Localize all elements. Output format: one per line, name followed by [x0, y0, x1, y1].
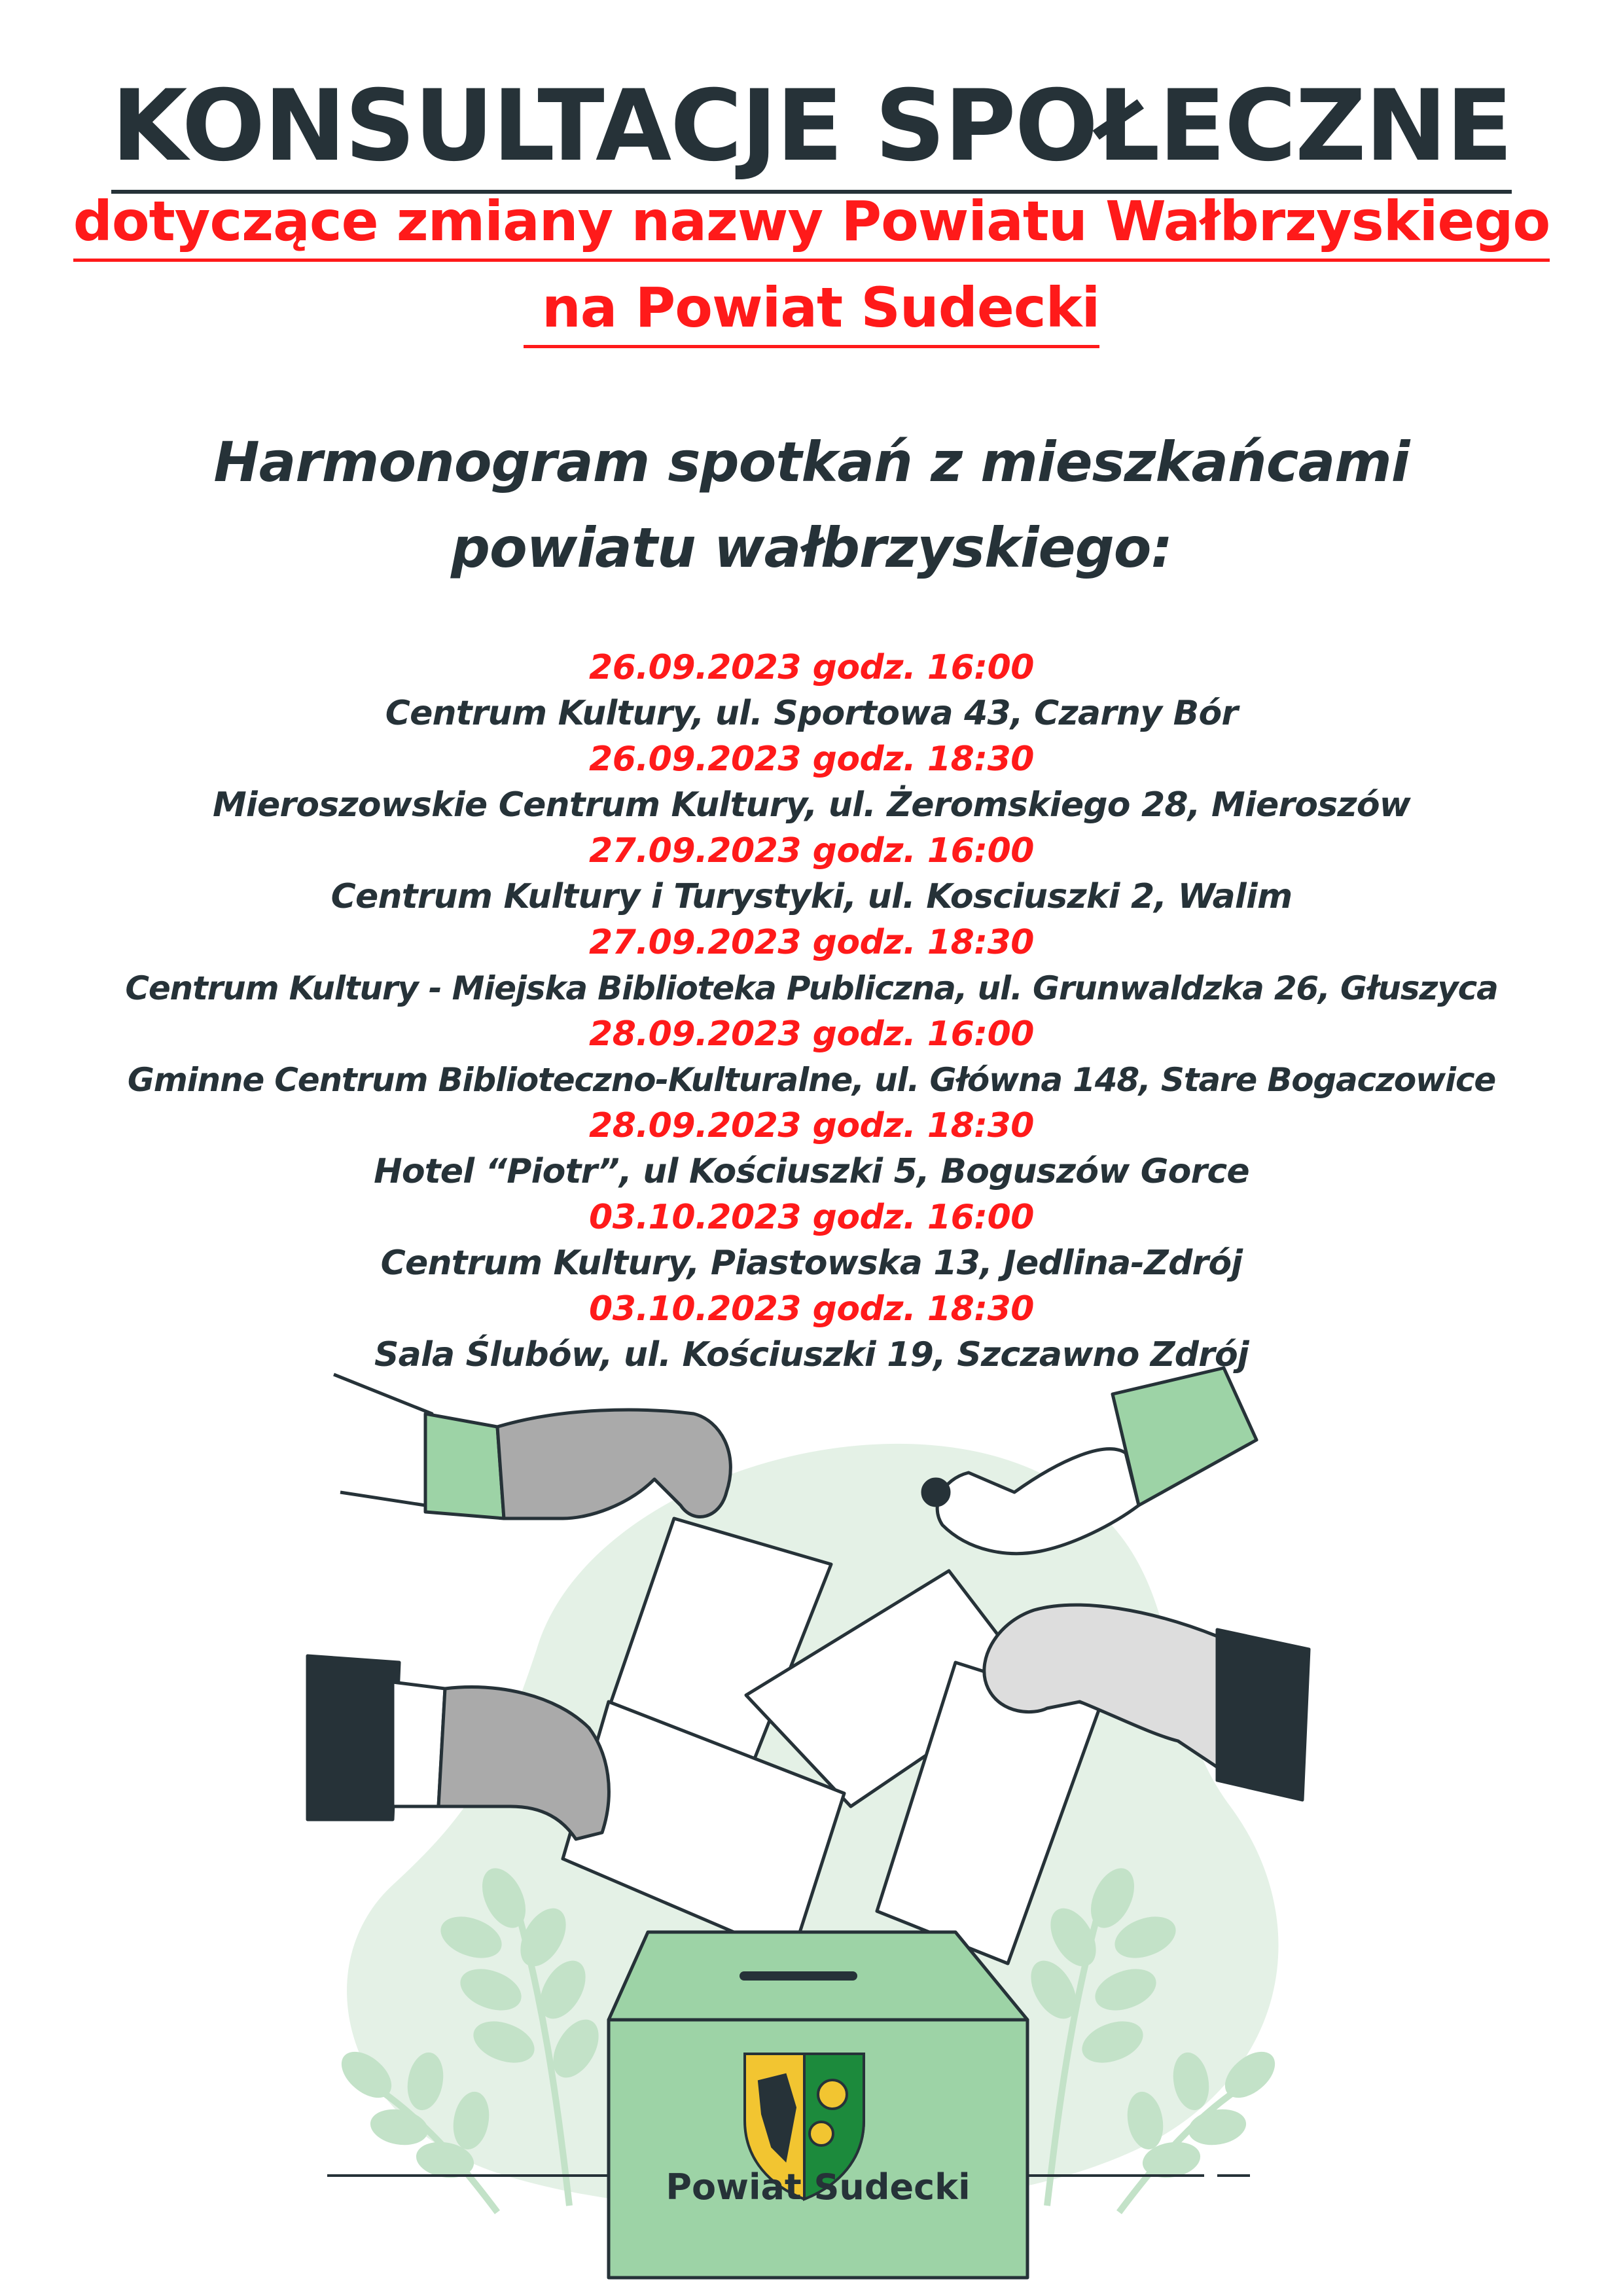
meeting-place: Mieroszowskie Centrum Kultury, ul. Żeromskiego 28, Mieroszów — [212, 785, 1411, 825]
schedule-heading-line-1: Harmonogram spotkań z mieszkańcami — [213, 430, 1410, 494]
subtitle-line-2 — [0, 276, 1623, 340]
meeting-item — [0, 1011, 1623, 1103]
page-title — [0, 69, 1623, 183]
meeting-schedule — [0, 645, 1623, 1378]
meeting-datetime: 27.09.2023 godz. 16:00 — [589, 831, 1034, 870]
page-title-text: KONSULTACJE SPOŁECZNE — [111, 69, 1512, 194]
meeting-datetime: 26.09.2023 godz. 16:00 — [589, 648, 1034, 687]
meeting-place: Sala Ślubów, ul. Kościuszki 19, Szczawno Zdrój — [374, 1335, 1249, 1374]
schedule-heading-line-2: powiatu wałbrzyskiego: — [450, 516, 1173, 580]
meeting-datetime: 28.09.2023 godz. 16:00 — [589, 1014, 1034, 1054]
meeting-place: Centrum Kultury, ul. Sportowa 43, Czarny Bór — [385, 694, 1238, 733]
meeting-item — [0, 736, 1623, 828]
meeting-place: Centrum Kultury i Turystyki, ul. Kosciuszki 2, Walim — [330, 877, 1293, 916]
meeting-datetime: 03.10.2023 godz. 16:00 — [589, 1198, 1034, 1237]
meeting-item — [0, 920, 1623, 1011]
meeting-item — [0, 645, 1623, 736]
subtitle-line-2-text: na Powiat Sudecki — [524, 276, 1100, 348]
meeting-item — [0, 828, 1623, 920]
meeting-datetime: 03.10.2023 godz. 18:30 — [589, 1289, 1034, 1329]
meeting-datetime: 26.09.2023 godz. 18:30 — [589, 740, 1034, 779]
meeting-datetime: 28.09.2023 godz. 18:30 — [589, 1106, 1034, 1145]
meeting-place: Centrum Kultury - Miejska Biblioteka Publiczna, ul. Grunwaldzka 26, Głuszyca — [125, 969, 1498, 1007]
meeting-item — [0, 1194, 1623, 1286]
hand-icon — [334, 1374, 730, 1518]
meeting-place: Gminne Centrum Biblioteczno-Kulturalne, ul. Główna 148, Stare Bogaczowice — [127, 1061, 1496, 1099]
meeting-datetime: 27.09.2023 godz. 18:30 — [589, 923, 1034, 962]
ballot-box-label: Powiat Sudecki — [666, 2166, 971, 2208]
voting-illustration — [0, 1361, 1623, 2296]
meeting-place: Centrum Kultury, Piastowska 13, Jedlina-Zdrój — [380, 1244, 1243, 1283]
subtitle-line-1-text: dotyczące zmiany nazwy Powiatu Wałbrzyskiego — [73, 189, 1550, 262]
meeting-item — [0, 1103, 1623, 1194]
meeting-place: Hotel “Piotr”, ul Kościuszki 5, Boguszów Gorce — [374, 1152, 1249, 1191]
subtitle-line-1 — [0, 189, 1623, 253]
